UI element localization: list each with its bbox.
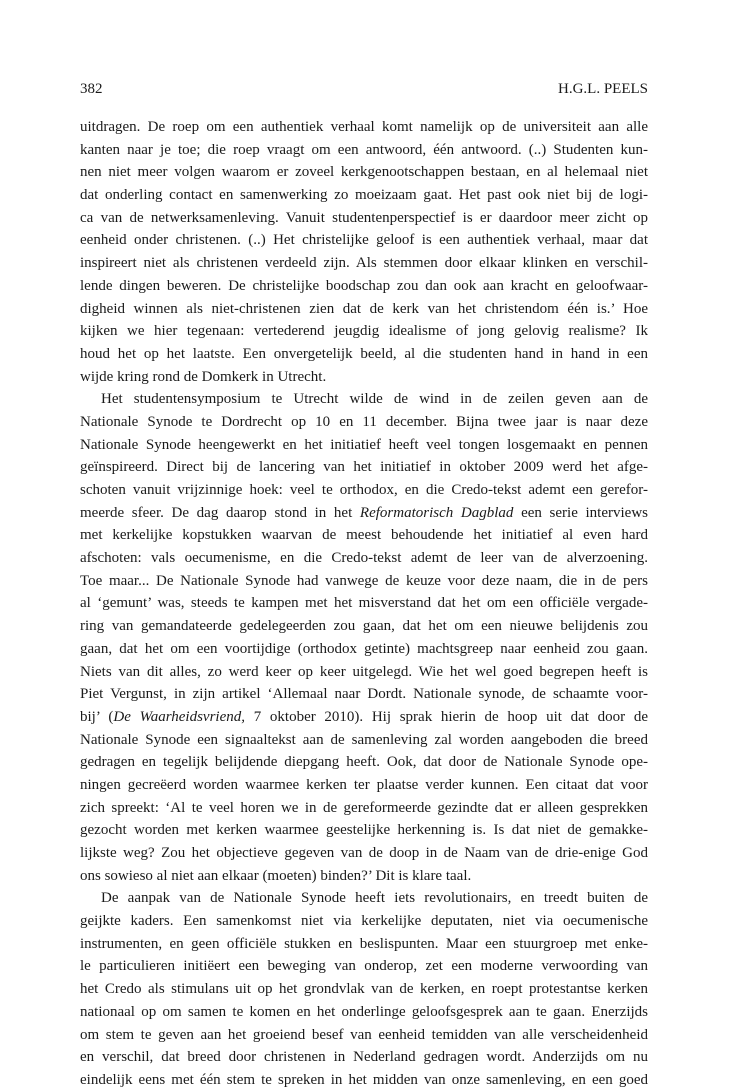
text-line: uitdragen. De roep om een authentiek verhaal komt namelijk op de universiteit aan alle bbox=[80, 119, 648, 135]
running-head bbox=[80, 79, 648, 101]
text-line: al ‘gemunt’ was, steeds te kampen met het misverstand dat het om een officiële vergade- bbox=[80, 595, 648, 612]
text-line: eenheid onder christenen. (..) Het christelijke geloof is een authentiek verhaal, maar dat bbox=[80, 232, 648, 249]
text-line: geïnspireerd. Direct bij de lancering van het initiatief in oktober 2009 werd het afge- bbox=[80, 459, 648, 476]
text-line: nen niet meer volgen waarom er zoveel kerkgenootschappen bestaan, en al helemaal niet bbox=[80, 164, 648, 181]
text-line: ningen gecreëerd worden waarmee kerken ter plaatse verder kunnen. Een citaat dat voor bbox=[80, 776, 648, 793]
text-line: het Credo als stimulans uit op het grondvlak van de kerken, en roept protestantse kerken bbox=[80, 981, 648, 998]
text-line: kijken we hier tegenaan: vertederend jeugdig idealisme of jong gelovig realisme? Ik bbox=[80, 323, 648, 340]
text-line: Nationale Synode te Dordrecht op 10 en 11 december. Bijna twee jaar is naar deze bbox=[80, 413, 648, 430]
text-segment: een serie interviews bbox=[513, 504, 648, 521]
text-segment: 7 oktober 2010). Hij sprak hierin de hoop uit dat door de bbox=[245, 708, 648, 725]
text-line: om stem te geven aan het groeiend besef van eenheid temidden van alle verscheidenheid bbox=[80, 1026, 648, 1043]
page-number: 382 bbox=[80, 81, 103, 97]
text-line: dat onderling contact en samenwerking zo moeizaam gaat. Het past ook niet bij de logi- bbox=[80, 187, 648, 204]
text-line-with-italic bbox=[80, 502, 648, 525]
text-line: gedragen en tegelijk belijdende diepgang heeft. Ook, dat door de Nationale Synode ope- bbox=[80, 754, 648, 771]
text-line: lende dingen beweren. De christelijke boodschap zou dan ook aan kracht en geloofwaar- bbox=[80, 277, 648, 294]
text-line: schoten vanuit vrijzinnige hoek: veel te orthodox, en die Credo-tekst ademt een gerefor- bbox=[80, 482, 648, 498]
text-line: ca van de netwerksamenleving. Vanuit studentenperspectief is er daardoor meer zicht op bbox=[80, 209, 648, 226]
text-line: lijkste weg? Zou het objectieve gegeven van de doop in de Naam van de drie-enige God bbox=[80, 845, 648, 861]
text-line: Piet Vergunst, in zijn artikel ‘Allemaal naar Dordt. Nationale synode, de schaamte voor- bbox=[80, 686, 648, 703]
magazine-title: De Waarheidsvriend, bbox=[113, 708, 246, 725]
text-line: en verschil, dat breed door christenen in Nederland gedragen wordt. Anderzijds om nu bbox=[80, 1049, 648, 1066]
text-line: houd het op het laatste. Een onvergetelijk beeld, al die studenten hand in hand in een bbox=[80, 345, 648, 362]
text-line: Toe maar... De Nationale Synode had vanwege de keuze voor deze naam, die in de pers bbox=[80, 572, 648, 589]
paragraph-start-line: Het studentensymposium te Utrecht wilde de wind in de zeilen geven aan de bbox=[101, 391, 648, 408]
text-segment: meerde sfeer. De dag daarop stond in het bbox=[80, 504, 353, 521]
text-line: digheid winnen als niet-christenen zien dat de kerk van het christendom één is.’ Hoe bbox=[80, 300, 648, 317]
text-line: Nationale Synode heengewerkt en het initiatief heeft veel tongen losgemaakt en pennen bbox=[80, 436, 648, 453]
running-author: H.G.L. PEELS bbox=[558, 81, 648, 97]
paragraph-start-line: De aanpak van de Nationale Synode heeft iets revolutionairs, en treedt buiten de bbox=[101, 890, 648, 907]
text-segment: bij’ ( bbox=[80, 708, 114, 725]
text-line: gaan, dat het om een voortijdige (orthodox getinte) machtsgreep naar eenheid zou gaan. bbox=[80, 640, 648, 657]
text-line: met kerkelijke kopstukken waarvan de meest behoudende het initiatief al even hard bbox=[80, 527, 648, 544]
text-line-with-italic bbox=[80, 706, 648, 729]
text-line: Niets van dit alles, zo werd keer op keer uitgelegd. Wie het wel goed begrepen heeft is bbox=[80, 663, 648, 680]
text-line: inspireert niet als christenen verdeeld zijn. Als stemmen door elkaar klinken en verschil- bbox=[80, 255, 648, 272]
text-line: wijde kring rond de Domkerk in Utrecht. bbox=[80, 368, 327, 385]
text-line: afschoten: vals oecumenisme, en die Credo-tekst ademt de leer van de alverzoening. bbox=[80, 550, 648, 567]
text-line: gezocht worden met kerken waarmee geestelijke herkenning is. Is dat niet de gemakke- bbox=[80, 822, 648, 839]
text-line: nationaal op om samen te komen en het onderlinge geloofsgesprek aan te gaan. Enerzijds bbox=[80, 1003, 648, 1020]
newspaper-title: Reformatorisch Dagblad bbox=[359, 504, 514, 521]
text-line: eindelijk eens met één stem te spreken in het midden van onze samenleving, en een goed bbox=[80, 1071, 648, 1088]
text-line: kanten naar je toe; die roep vraagt om een antwoord, één antwoord. (..) Studenten kun- bbox=[80, 141, 648, 158]
text-line: ons sowieso al niet aan elkaar (moeten) binden?’ Dit is klare taal. bbox=[80, 867, 472, 884]
text-line: geijkte kaders. Een samenkomst niet via kerkelijke deputaten, niet via oecumenische bbox=[80, 913, 648, 930]
text-line: le particulieren initiëert een beweging van onderop, zet een moderne verwoording van bbox=[80, 958, 648, 975]
text-line: instrumenten, en geen officiële stukken en beslispunten. Maar een stuurgroep met enke- bbox=[80, 935, 648, 952]
text-line: zich spreekt: ‘Al te veel horen we in de gereformeerde gezindte dat er alleen gesprekken bbox=[80, 799, 648, 816]
book-page bbox=[80, 0, 648, 1088]
text-line: ring van gemandateerde gedelegeerden zou gaan, dat het om een nieuwe belijdenis zou bbox=[80, 618, 648, 635]
text-line: Nationale Synode een signaaltekst aan de samenleving zal worden aangeboden die breed bbox=[80, 731, 648, 748]
body-text bbox=[80, 116, 648, 1092]
